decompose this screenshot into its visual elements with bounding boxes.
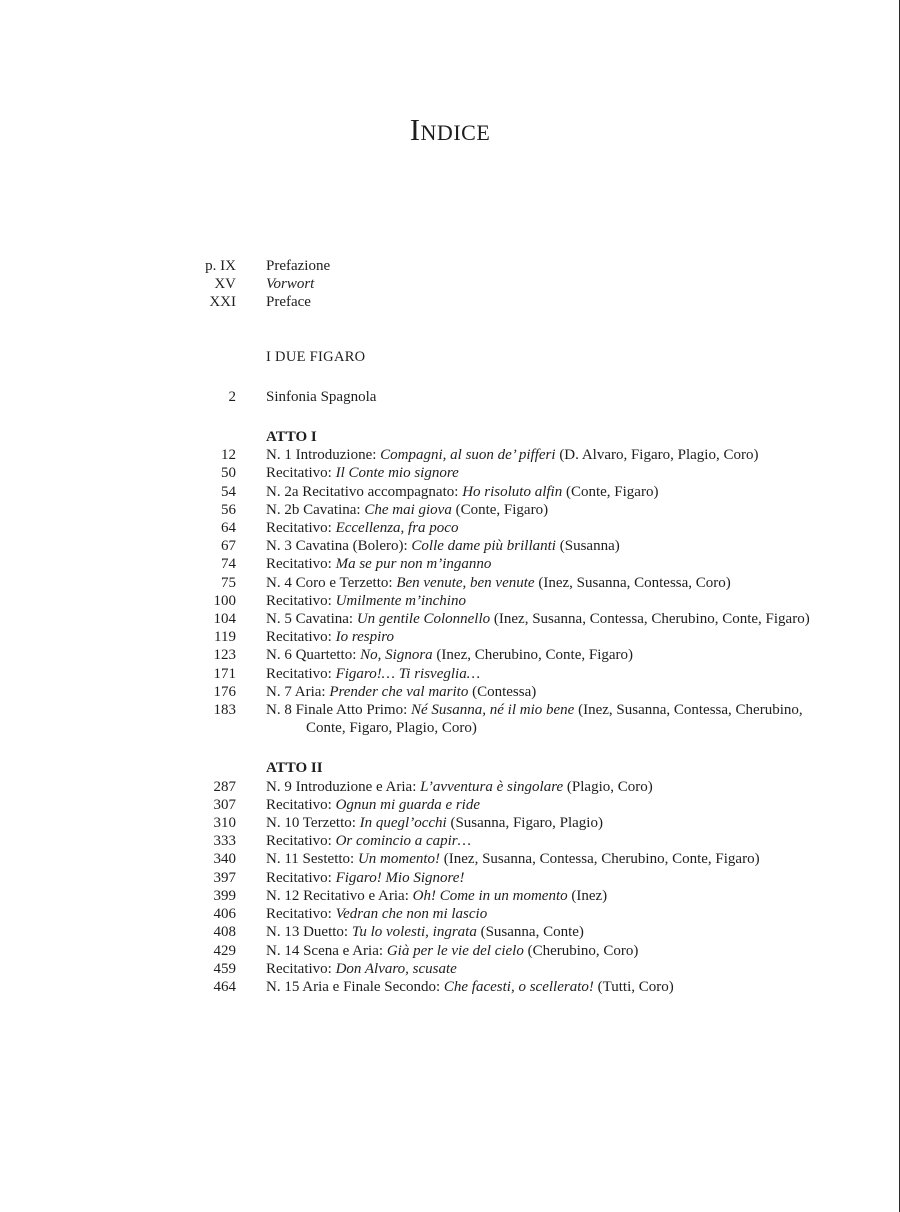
page-number: 56 [221,501,236,518]
entry-incipit: Umilmente m’inchino [335,592,466,609]
entry-title: Preface [266,294,311,311]
page-number: 408 [213,924,236,941]
entry-title: Recitativo: Figaro!… Ti risveglia… [266,665,481,682]
spacer [180,737,820,759]
entry-incipit: Che facesti, o scellerato! [443,978,594,995]
entry-title: N. 2a Recitativo accompagnato: Ho risoluto alfin (Conte, Figaro) [266,483,659,500]
toc-entry-front [180,275,820,293]
entry-title: N. 5 Cavatina: Un gentile Colonnello (Inez, Susanna, Contessa, Cherubino, Conte, Figaro) [266,611,810,628]
entry-title: N. 6 Quartetto: No, Signora (Inez, Cherubino, Conte, Figaro) [266,647,634,664]
toc-entry [180,796,820,814]
page-number: 74 [221,556,236,573]
entry-title: N. 2b Cavatina: Che mai giova (Conte, Figaro) [266,501,549,518]
entry-incipit: Ho risoluto alfin [462,483,563,500]
toc-entry [180,501,820,519]
entry-title: Prefazione [266,258,331,274]
entry-title: Sinfonia Spagnola [266,388,377,405]
entry-title [266,275,786,293]
entry-incipit: Già per le vie del cielo [386,942,524,959]
entry-title-italic: Vorwort [266,276,315,293]
page-number: 287 [213,778,236,795]
toc-entry [180,519,820,537]
toc-entry [180,978,820,996]
toc-entry-front [180,293,820,311]
entry-title: N. 13 Duetto: Tu lo volesti, ingrata (Susanna, Conte) [266,924,584,941]
toc-entry [180,942,820,960]
entry-title: N. 3 Cavatina (Bolero): Colle dame più brillanti (Susanna) [266,538,620,555]
entry-incipit: Un momento! [357,851,441,868]
entry-title: N. 15 Aria e Finale Secondo: Che facesti, o scellerato! (Tutti, Coro) [266,978,674,995]
toc-entry [180,832,820,850]
entry-title: N. 8 Finale Atto Primo: Né Susanna, né il mio bene (Inez, Susanna, Contessa, Cherubino, Conte, Figaro, Plagio, Coro) [266,702,803,737]
entry-incipit: L’avventura è singolare [420,778,564,795]
page-number: 67 [221,538,236,555]
entry-title: N. 14 Scena e Aria: Già per le vie del cielo (Cherubino, Coro) [266,942,639,959]
page-number: 2 [228,388,236,405]
page-number: p. IX [205,258,236,274]
entry-title: Recitativo: Ognun mi guarda e ride [266,796,481,813]
toc-entry [180,464,820,482]
entry-incipit: Né Susanna, né il mio bene [411,702,575,719]
front-matter [180,257,820,312]
page-number: XXI [209,294,236,311]
page-number: XV [214,276,236,293]
toc-entry [180,483,820,501]
entry-incipit: Colle dame più brillanti [411,538,556,555]
entry-incipit: Un gentile Colonnello [356,611,491,628]
page-number: 123 [213,647,236,664]
entry-title: N. 10 Terzetto: In quegl’occhi (Susanna, Figaro, Plagio) [266,815,603,832]
toc-entry [180,869,820,887]
page-number: 171 [213,665,236,682]
entry-title: Recitativo: Or comincio a capir… [266,833,471,850]
toc-entry [180,778,820,796]
opera-title: I DUE FIGARO [266,348,366,365]
entry-incipit: Ognun mi guarda e ride [335,796,481,813]
page-number: 397 [213,869,236,886]
page-number: 459 [213,960,236,977]
page-number: 50 [221,465,236,482]
page-number: 340 [213,851,236,868]
toc-entry [180,923,820,941]
entry-incipit: Figaro!… Ti risveglia… [335,665,481,682]
entry-title: Recitativo: Eccellenza, fra poco [266,520,459,537]
acts [180,406,820,996]
page-number: 429 [213,942,236,959]
entry-incipit: Or comincio a capir… [335,833,471,850]
toc-entry [180,814,820,832]
entry-incipit: Don Alvaro, scusate [335,960,457,977]
page-number: 12 [221,447,236,464]
entry-incipit: Che mai giova [364,501,452,518]
entry-incipit: Compagni, al suon de’ pifferi [380,447,556,464]
toc-entry-sinfonia [180,388,820,406]
toc-entry [180,960,820,978]
entry-incipit: Eccellenza, fra poco [335,520,459,537]
entry-title: Recitativo: Ma se pur non m’inganno [266,556,492,573]
act-heading: ATTO II [266,760,323,777]
entry-title: Recitativo: Io respiro [266,629,395,646]
page-number: 464 [213,978,236,995]
page-number: 406 [213,906,236,923]
toc-entry [180,905,820,923]
toc-entry [180,446,820,464]
toc-entry [180,665,820,683]
toc-entry [180,683,820,701]
entry-incipit: In quegl’occhi [359,815,447,832]
entry-incipit: Vedran che non mi lascio [335,906,488,923]
entry-title: N. 9 Introduzione e Aria: L’avventura è singolare (Plagio, Coro) [266,778,653,795]
entry-title: N. 11 Sestetto: Un momento! (Inez, Susanna, Contessa, Cherubino, Conte, Figaro) [266,851,760,868]
toc-entry [180,646,820,664]
page-number: 307 [213,796,236,813]
table-of-contents [180,257,820,996]
entry-incipit: Io respiro [335,629,395,646]
entry-title: N. 1 Introduzione: Compagni, al suon de’ pifferi (D. Alvaro, Figaro, Plagio, Coro) [266,447,759,464]
page-number: 183 [213,702,236,719]
entry-title: N. 12 Recitativo e Aria: Oh! Come in un momento (Inez) [266,887,608,904]
page-number: 104 [213,611,236,628]
page-number: 54 [221,483,236,500]
entry-incipit: Ma se pur non m’inganno [335,556,492,573]
page-number: 119 [214,629,236,646]
page-number: 333 [213,833,236,850]
page-number: 399 [213,887,236,904]
act-heading: ATTO I [266,429,317,446]
entry-incipit: Tu lo volesti, ingrata [351,924,477,941]
entry-title: Recitativo: Umilmente m’inchino [266,592,466,609]
entry-incipit: Figaro! Mio Signore! [335,869,465,886]
entry-incipit: Oh! Come in un momento [412,887,568,904]
entry-title: Recitativo: Vedran che non mi lascio [266,906,488,923]
toc-entry [180,850,820,868]
toc-entry [180,887,820,905]
entry-incipit: No, Signora [360,647,433,664]
toc-entry [180,592,820,610]
entry-title: Recitativo: Il Conte mio signore [266,465,459,482]
entry-incipit: Prender che val marito [329,683,469,700]
toc-entry [180,574,820,592]
toc-entry [180,610,820,628]
entry-incipit: Il Conte mio signore [335,465,459,482]
spacer [180,406,820,428]
entry-title: Recitativo: Don Alvaro, scusate [266,960,457,977]
page-number: 100 [213,592,236,609]
page-title: Indice [409,112,491,147]
toc-entry [180,537,820,555]
entry-title: N. 7 Aria: Prender che val marito (Contessa) [266,683,537,700]
entry-incipit: Ben venute, ben venute [396,574,535,591]
page-number: 64 [221,520,236,537]
page-number: 176 [213,683,236,700]
toc-entry-front [180,257,820,275]
page-number: 75 [221,574,236,591]
page-number: 310 [213,815,236,832]
toc-entry [180,701,820,737]
entry-title: N. 4 Coro e Terzetto: Ben venute, ben venute (Inez, Susanna, Contessa, Coro) [266,574,731,591]
toc-entry [180,628,820,646]
toc-entry [180,555,820,573]
entry-title: Recitativo: Figaro! Mio Signore! [266,869,465,886]
